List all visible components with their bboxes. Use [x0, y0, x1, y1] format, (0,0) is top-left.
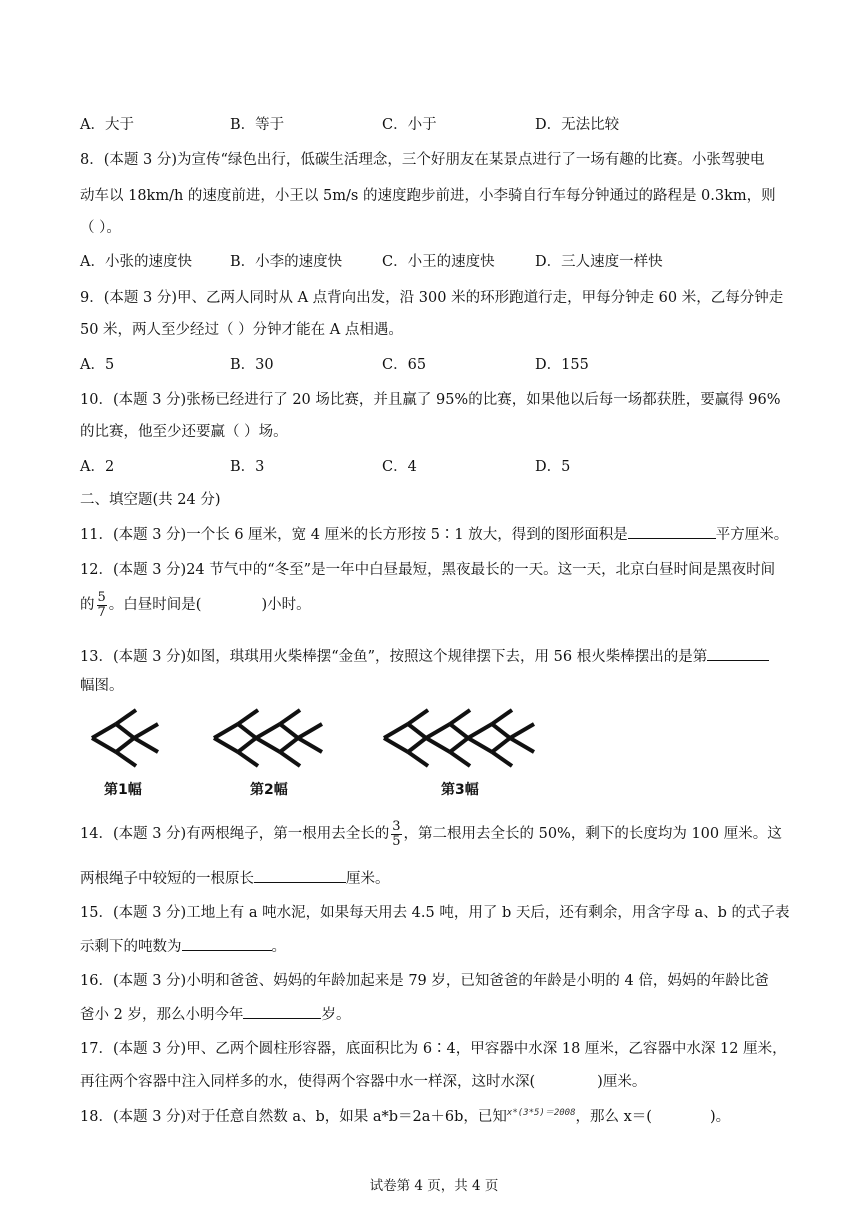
q18-formula: x*(3*5)＝2008 [506, 1108, 576, 1118]
q12-mid: 。白昼时间是( [108, 597, 202, 613]
q7-option-d: D．无法比较 [535, 117, 620, 133]
q10-line2: 的比赛，他至少还要赢（ ）场。 [80, 424, 288, 440]
q13-line1 [80, 646, 769, 667]
q16-line2 [80, 1004, 350, 1025]
section-heading: 二、填空题(共 24 分) [80, 492, 221, 508]
q9-option-c: C．65 [382, 357, 427, 373]
q13-line2: 幅图。 [80, 678, 124, 694]
q10-option-b: B．3 [230, 459, 265, 475]
q8-option-a: A．小张的速度快 [80, 254, 192, 270]
q11-text: 11．(本题 3 分)一个长 6 厘米，宽 4 厘米的长方形按 5∶1 放大，得到的图形面积是 [80, 527, 628, 543]
q12-post: )小时。 [261, 597, 311, 613]
q16-line1: 16．(本题 3 分)小明和爸爸、妈妈的年龄加起来是 79 岁，已知爸爸的年龄是小明的 4 倍，妈妈的年龄比爸 [80, 973, 769, 989]
q13-blank [707, 646, 769, 661]
q8-line2: 动车以 18km/h 的速度前进，小王以 5m/s 的速度跑步前进，小李骑自行车每分钟通过的路程是 0.3km，则 [80, 188, 776, 204]
q8-option-d: D．三人速度一样快 [535, 254, 663, 270]
q16-blank [243, 1004, 321, 1019]
q12-frac-den: 7 [97, 604, 106, 620]
q18 [80, 1107, 730, 1127]
q12-pre: 的 [80, 597, 95, 613]
q17-line1: 17．(本题 3 分)甲、乙两个圆柱形容器，底面积比为 6∶4，甲容器中水深 18 厘米，乙容器中水深 12 厘米， [80, 1041, 787, 1057]
q13-text: 13．(本题 3 分)如图，琪琪用火柴棒摆“金鱼”，按照这个规律摆下去，用 56 根火柴棒摆出的是第 [80, 649, 708, 665]
matchstick-figures [88, 706, 558, 772]
figure-2-caption: 第2幅 [250, 782, 288, 798]
q12-line2 [80, 590, 311, 620]
figure-1-matchsticks [92, 710, 158, 766]
q18-end: )。 [709, 1109, 731, 1125]
page-footer: 试卷第 4 页，共 4 页 [369, 1178, 499, 1194]
q18-mid: ，那么 x＝( [575, 1109, 652, 1125]
q14-frac-den: 5 [392, 833, 401, 849]
q11-unit: 平方厘米。 [715, 527, 789, 543]
q8-option-c: C．小王的速度快 [382, 254, 495, 270]
q7-option-a: A．大于 [80, 117, 134, 133]
q11 [80, 524, 788, 545]
q15-line1: 15．(本题 3 分)工地上有 a 吨水泥，如果每天用去 4.5 吨，用了 b 天后，还有剩余，用含字母 a、b 的式子表 [80, 905, 790, 921]
q17-line2-text: 再往两个容器中注入同样多的水，使得两个容器中水一样深，这时水深( [80, 1074, 536, 1090]
figure-3-matchsticks [384, 710, 534, 766]
q14-unit: 厘米。 [346, 871, 390, 887]
q9-option-d: D．155 [535, 357, 589, 373]
q12-frac-num: 5 [97, 589, 106, 605]
q8-line1: 8．(本题 3 分)为宣传“绿色出行，低碳生活理念，三个好朋友在某景点进行了一场有趣的比赛。小张驾驶电 [80, 152, 765, 168]
q14-line2-text: 两根绳子中较短的一根原长 [80, 871, 254, 887]
q15-end: 。 [271, 939, 286, 955]
q14-mid: ，第二根用去全长的 50%，剩下的长度均为 100 厘米。这 [403, 826, 782, 842]
q9-line2: 50 米，两人至少经过（ ）分钟才能在 A 点相遇。 [80, 322, 403, 338]
q16-unit: 岁。 [321, 1007, 351, 1023]
q7-option-c: C．小于 [382, 117, 437, 133]
q10-option-c: C．4 [382, 459, 417, 475]
q14-line1 [80, 816, 782, 852]
figure-2-matchsticks [214, 710, 322, 766]
q10-line1: 10．(本题 3 分)张杨已经进行了 20 场比赛，并且赢了 95%的比赛，如果他以后每一场都获胜，要赢得 96% [80, 392, 781, 408]
q8-option-b: B．小李的速度快 [230, 254, 343, 270]
q12-fraction [97, 591, 107, 620]
figure-3-caption: 第3幅 [441, 782, 479, 798]
q14-line2 [80, 868, 390, 889]
q7-option-b: B．等于 [230, 117, 285, 133]
q14-blank [254, 868, 346, 883]
q16-line2-text: 爸小 2 岁，那么小明今年 [80, 1007, 244, 1023]
q17-line2 [80, 1072, 646, 1092]
q15-line2 [80, 936, 286, 957]
q9-option-a: A．5 [80, 357, 115, 373]
q14-fraction [391, 820, 401, 849]
q9-option-b: B．30 [230, 357, 274, 373]
q18-text: 18．(本题 3 分)对于任意自然数 a、b，如果 a*b＝2a＋6b，已知 [80, 1109, 507, 1125]
q15-line2-text: 示剩下的吨数为 [80, 939, 182, 955]
q9-line1: 9．(本题 3 分)甲、乙两人同时从 A 点背向出发，沿 300 米的环形跑道行走，甲每分钟走 60 米，乙每分钟走 [80, 290, 784, 306]
q10-option-d: D．5 [535, 459, 571, 475]
q14-frac-num: 3 [392, 818, 401, 834]
q14-pre: 14．(本题 3 分)有两根绳子，第一根用去全长的 [80, 826, 390, 842]
q12-line1: 12．(本题 3 分)24 节气中的“冬至”是一年中白昼最短，黑夜最长的一天。这一天，北京白昼时间是黑夜时间 [80, 562, 776, 578]
figure-1-caption: 第1幅 [104, 782, 142, 798]
q10-option-a: A．2 [80, 459, 115, 475]
q17-unit: )厘米。 [597, 1074, 647, 1090]
q15-blank [182, 936, 272, 951]
q8-line3: （ ）。 [80, 220, 121, 236]
q11-blank [628, 524, 716, 539]
